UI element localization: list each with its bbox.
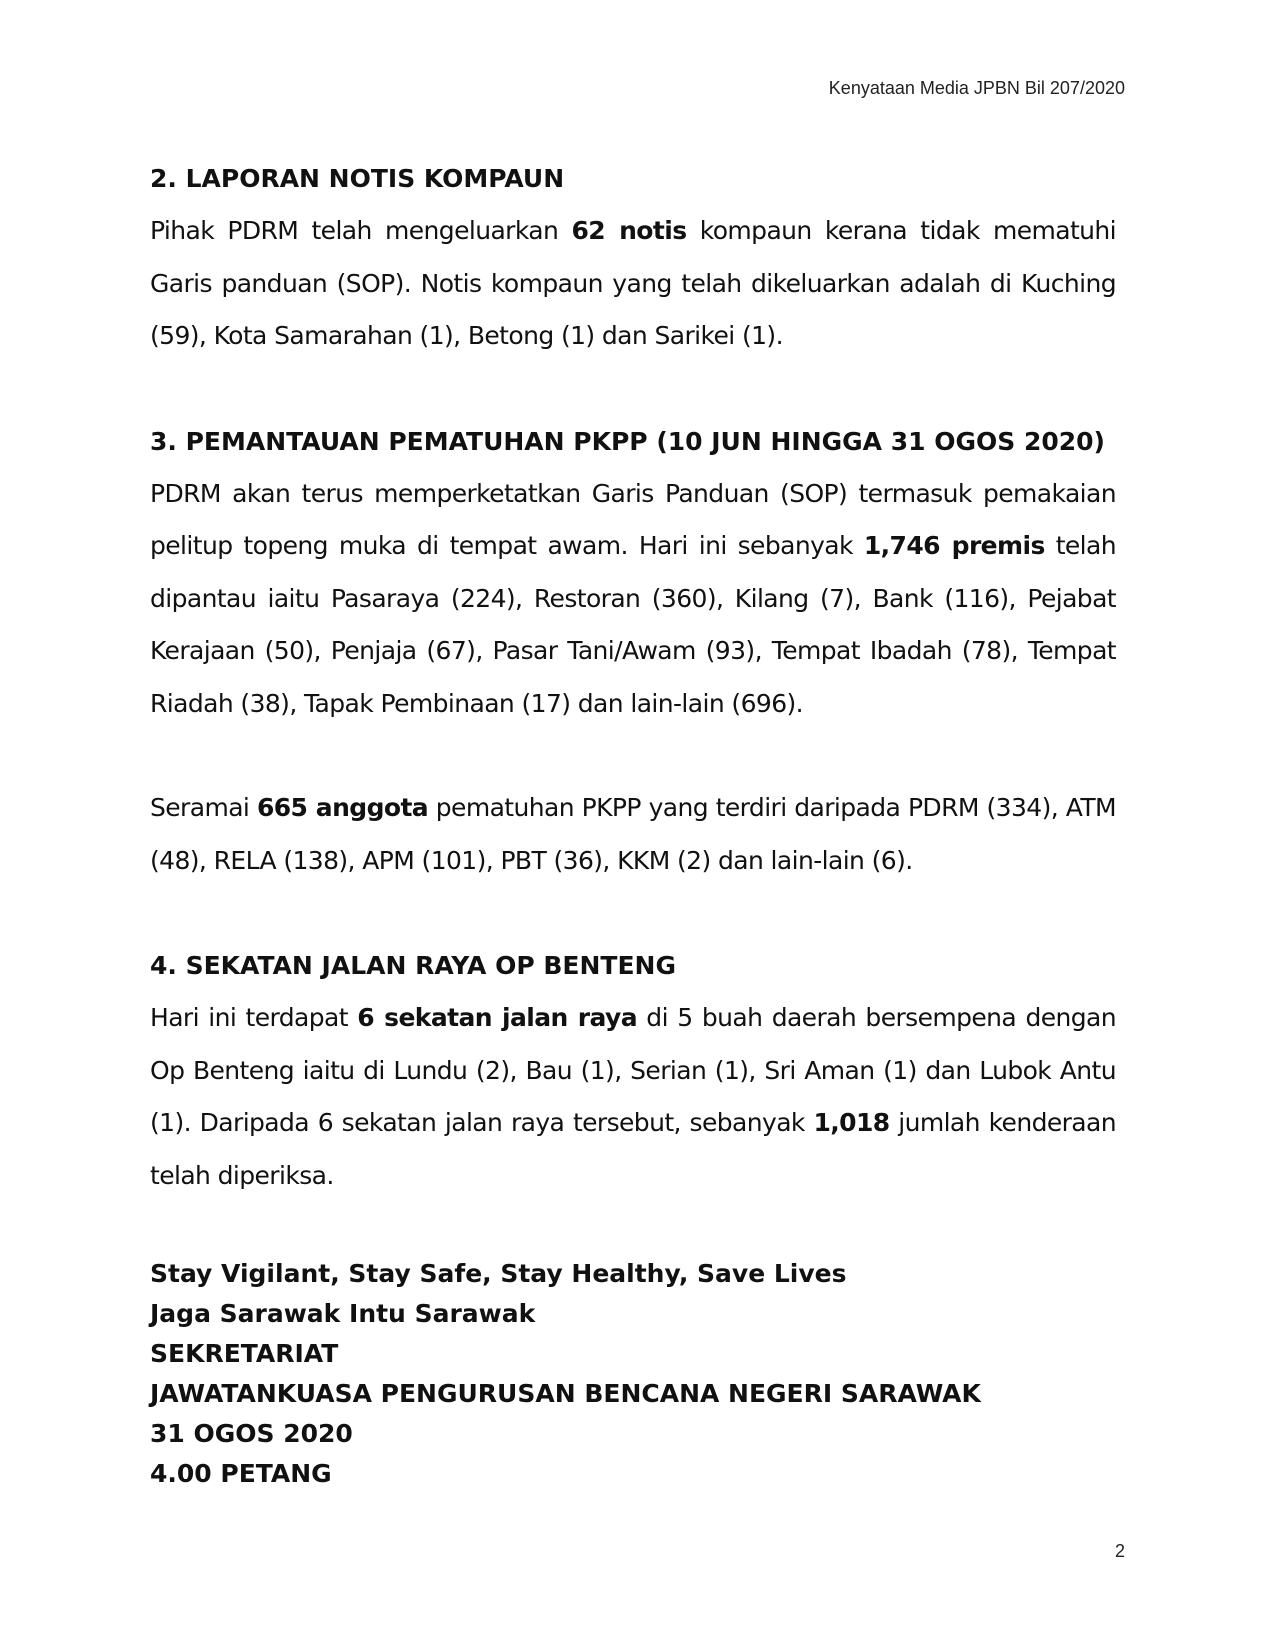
bold-figure: 62 notis: [571, 216, 687, 245]
bold-figure: 665 anggota: [256, 793, 429, 822]
text-run: Seramai: [150, 793, 257, 822]
section-2-paragraph: [150, 205, 1116, 363]
release-time: 4.00 PETANG: [150, 1459, 332, 1488]
secretariat-label: SEKRETARIAT: [150, 1339, 339, 1368]
spacer: [150, 730, 1116, 782]
text-run: pematuhan PKPP yang terdiri daripada PDRM (334), ATM (48), RELA (138), APM (101), PBT (36), KKM (2) dan lain-lain (6).: [150, 793, 1116, 875]
page-number: 2: [1114, 1541, 1125, 1561]
spacer: [150, 887, 1116, 939]
spacer: [150, 363, 1116, 415]
slogan-line-2: Jaga Sarawak Intu Sarawak: [150, 1299, 536, 1328]
text-run: Hari ini terdapat: [150, 1003, 358, 1032]
document-body: [150, 152, 1116, 1494]
committee-name: JAWATANKUASA PENGURUSAN BENCANA NEGERI SARAWAK: [150, 1379, 981, 1408]
text-run: jumlah kenderaan telah diperiksa.: [150, 1108, 1116, 1190]
release-date: 31 OGOS 2020: [150, 1419, 353, 1448]
section-3-paragraph-2: [150, 782, 1116, 887]
section-4-heading: 4. SEKATAN JALAN RAYA OP BENTENG: [150, 951, 676, 980]
text-run: kompaun kerana tidak mematuhi Garis panduan (SOP). Notis kompaun yang telah dikeluarkan adalah di Kuching (59), Kota Samarahan (1), Betong (1) dan Sarikei (1).: [150, 216, 1116, 350]
section-3-heading: 3. PEMANTAUAN PEMATUHAN PKPP (10 JUN HINGGA 31 OGOS 2020): [150, 426, 1105, 456]
text-run: Pihak PDRM telah mengeluarkan: [150, 216, 572, 245]
text-run: PDRM akan terus memperketatkan Garis Panduan (SOP) termasuk pemakaian pelitup topeng muka di tempat awam. Hari ini sebanyak: [150, 478, 1116, 560]
text-run: telah dipantau iaitu Pasaraya (224), Restoran (360), Kilang (7), Bank (116), Pejabat Kerajaan (50), Penjaja (67), Pasar Tani/Awam (93), Tempat Ibadah (78), Tempat Riadah (38), Tapak Pembinaan (17) dan lain-lain (696).: [150, 531, 1116, 718]
bold-figure: 6 sekatan jalan raya: [357, 1003, 637, 1032]
section-2-heading: 2. LAPORAN NOTIS KOMPAUN: [150, 164, 565, 193]
document-reference: Kenyataan Media JPBN Bil 207/2020: [828, 78, 1125, 98]
slogan-line: Stay Vigilant, Stay Safe, Stay Healthy, Save Lives: [150, 1259, 847, 1288]
text-run: di 5 buah daerah bersempena dengan Op Benteng iaitu di Lundu (2), Bau (1), Serian (1), Sri Aman (1) dan Lubok Antu (1). Daripada 6 sekatan jalan raya tersebut, sebanyak: [150, 1003, 1116, 1137]
section-4-paragraph: [150, 992, 1116, 1202]
closing-signature-block: [150, 1254, 1116, 1494]
bold-figure: 1,018: [813, 1108, 890, 1137]
section-3-paragraph-1: [150, 468, 1116, 731]
bold-figure: 1,746 premis: [863, 531, 1045, 560]
